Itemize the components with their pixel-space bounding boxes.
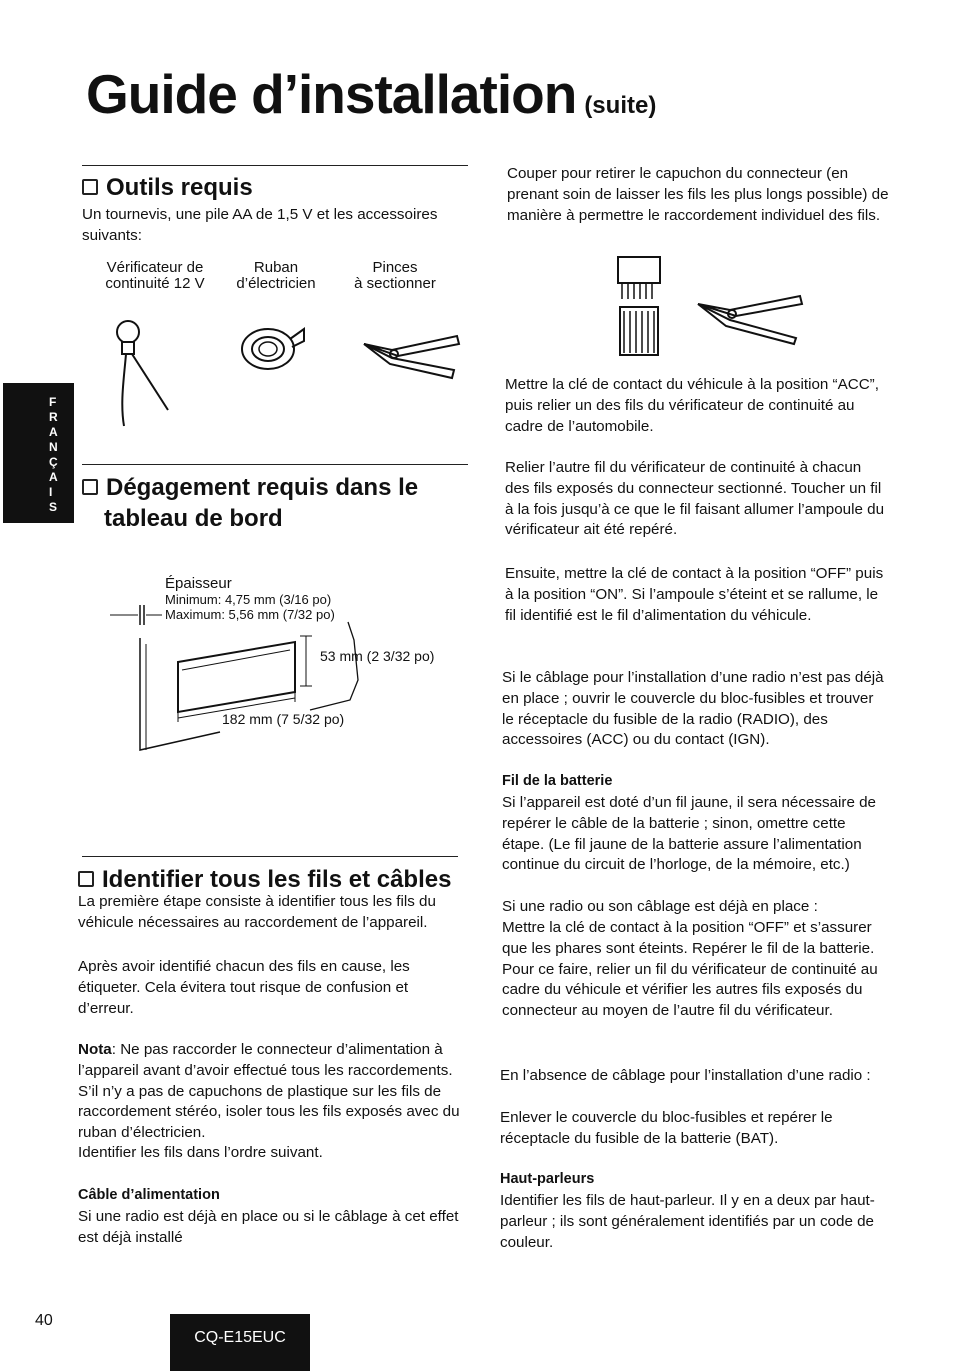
language-tab-letter: R: [49, 410, 58, 424]
battery-p2: Si une radio ou son câblage est déjà en place :: [502, 898, 818, 915]
continuity-tester-icon: [110, 318, 180, 433]
title-suffix: (suite): [584, 92, 657, 119]
tool-label-cutter: Pinces à sectionner: [354, 259, 436, 292]
language-tab-letter: I: [49, 485, 53, 499]
right-p5: Si le câblage pour l’installation d’une radio n’est pas déjà en place ; ouvrir le couvercle du bloc-fusibles et trouver le réceptacle du fusible de la radio (RADIO), des accessoires (ACC) ou du contact (IGN).: [502, 669, 884, 749]
battery-heading: Fil de la batterie: [502, 773, 613, 789]
section-divider: [82, 856, 458, 857]
identifier-p1: La première étape consiste à identifier tous les fils du véhicule nécessaires au raccordement de l’appareil.: [78, 893, 436, 931]
language-tab-letter: A: [49, 425, 58, 439]
page-title: [86, 62, 656, 126]
connector-icon: [610, 255, 670, 360]
language-tab: [3, 383, 74, 523]
battery-p4: En l’absence de câblage pour l’installation d’une radio :: [500, 1067, 871, 1084]
checkbox-square-icon: [78, 871, 94, 887]
section-divider: [82, 165, 468, 166]
dashboard-opening-diagram: [100, 600, 380, 770]
identifier-p3: Identifier les fils dans l’ordre suivant.: [78, 1144, 323, 1161]
page-number: 40: [35, 1312, 53, 1329]
right-p2: Mettre la clé de contact du véhicule à la position “ACC”, puis relier un des fils du vérificateur de continuité au cadre de l’automobile.: [505, 376, 879, 435]
section-heading-identifier: Identifier tous les fils et câbles: [78, 864, 451, 895]
language-tab-letter: Ç: [49, 455, 58, 469]
width-dimension: 182 mm (7 5/32 po): [222, 711, 345, 727]
language-tab-letter: S: [49, 500, 58, 514]
language-tab-letter: N: [49, 440, 58, 454]
identifier-p2: Après avoir identifié chacun des fils en cause, les étiqueter. Cela évitera tout risque de confusion et d’erreur.: [78, 958, 410, 1017]
right-p4: Ensuite, mettre la clé de contact à la position “OFF” puis à la position “ON”. Si l’ampoule s’éteint et se rallume, le fil identifié est le fil d’alimentation du véhicule.: [505, 565, 884, 624]
section-heading-degagement: Dégagement requis dans le tableau de bord: [82, 472, 472, 534]
wire-cutter-icon: [362, 330, 462, 380]
section-divider: [82, 464, 468, 465]
tool-label-tape: Ruban d’électricien: [236, 259, 316, 292]
wire-cutter-icon: [696, 286, 806, 346]
battery-p3: Mettre la clé de contact à la position “OFF” et s’assurer que les phares sont éteints. Repérer le fil de la batterie. Pour ce faire, relier un fil du vérificateur de continuité au cadre du véhicule et vérifier les autres fils exposés du connecteur au moyen de l’autre fil du vérificateur.: [502, 919, 878, 1020]
speakers-text: Identifier les fils de haut-parleur. Il y en a deux par haut-parleur ; ils sont généralement identifiés par un code de couleur.: [500, 1192, 875, 1251]
outils-intro: Un tournevis, une pile AA de 1,5 V et les accessoires suivants:: [82, 206, 438, 244]
checkbox-square-icon: [82, 479, 98, 495]
maximum-label: Maximum: 5,56 mm (7/32 po): [165, 607, 335, 622]
battery-p5: Enlever le couvercle du bloc-fusibles et repérer le réceptacle du fusible de la batterie (BAT).: [500, 1109, 833, 1147]
title-main: Guide d’installation: [86, 63, 577, 125]
right-p3: Relier l’autre fil du vérificateur de continuité à chacun des fils exposés du connecteur sectionné. Toucher un fil à la fois jusqu’à ce que le fil faisant allumer l’ampoule du vérificateur ait été repéré.: [505, 459, 885, 539]
language-tab-letter: A: [49, 470, 58, 484]
tape-roll-icon: [238, 325, 308, 375]
speakers-heading: Haut-parleurs: [500, 1171, 595, 1187]
checkbox-square-icon: [82, 179, 98, 195]
identifier-nota: Nota: Ne pas raccorder le connecteur d’alimentation à l’appareil avant d’avoir effectué tous les raccordements. S’il n’y a pas de capuchons de plastique sur les fils de raccordement stéréo, isoler tous les fils exposés avec du ruban d’électricien.: [78, 1041, 460, 1142]
section-heading-outils: Outils requis: [82, 172, 253, 203]
battery-p1: Si l’appareil est doté d’un fil jaune, il sera nécessaire de repérer le câble de la batterie ; sinon, omettre cette étape. (Le fil jaune de la batterie assure l’alimentation continue du circuit de l’horloge, de la mémoire, etc.): [502, 794, 876, 874]
model-badge: CQ-E15EUC: [170, 1314, 310, 1371]
tool-label-tester: Vérificateur de continuité 12 V: [105, 259, 205, 292]
language-tab-letter: F: [49, 395, 57, 409]
minimum-label: Minimum: 4,75 mm (3/16 po): [165, 592, 332, 607]
cable-text: Si une radio est déjà en place ou si le câblage à cet effet est déjà installé: [78, 1208, 459, 1246]
cable-heading: Câble d’alimentation: [78, 1187, 220, 1203]
epaisseur-label: Épaisseur: [165, 575, 232, 592]
right-p1: Couper pour retirer le capuchon du connecteur (en prenant soin de laisser les fils les plus longs possible) de manière à permettre le raccordement individuel des fils.: [507, 165, 889, 224]
height-dimension: 53 mm (2 3/32 po): [320, 648, 435, 664]
